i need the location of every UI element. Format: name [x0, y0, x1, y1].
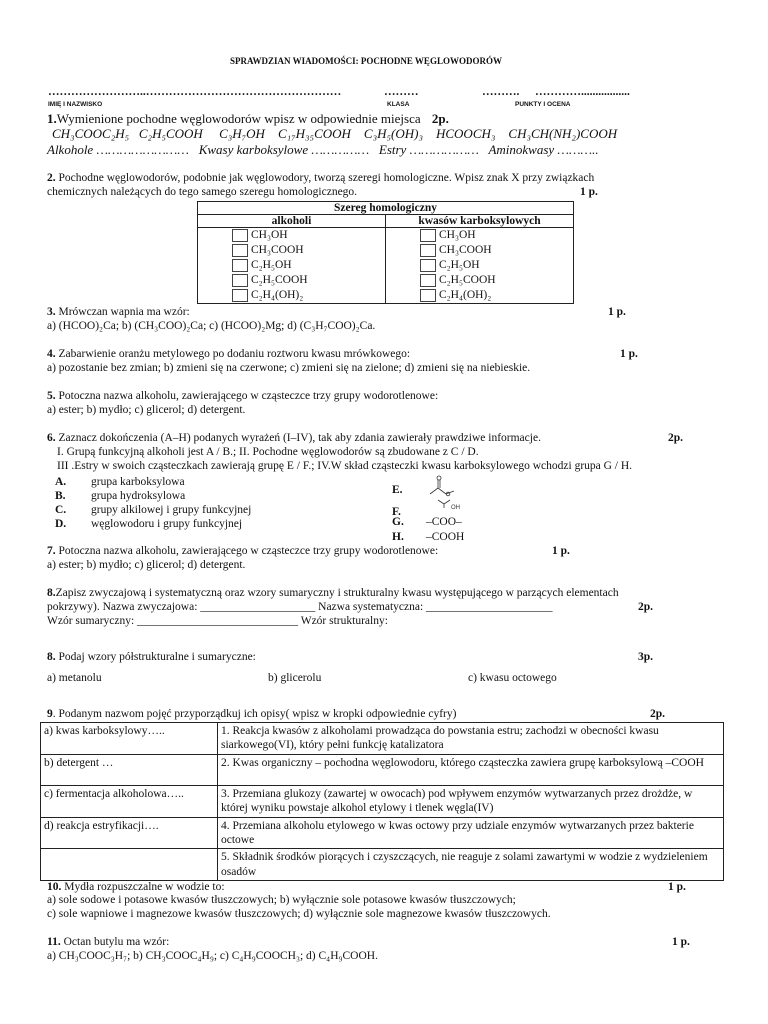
q7-number: 7. [47, 545, 56, 557]
q5-answers[interactable]: a) ester; b) mydło; c) glicerol; d) detergent. [47, 404, 246, 416]
q8b-points: 3p. [638, 651, 654, 663]
q5-prompt [47, 390, 438, 403]
table-row: C₂H₅OH [420, 258, 573, 273]
q4-answers[interactable]: a) pozostanie bez zmian; b) zmieni się na czerwone; c) zmieni się na zielone; d) zmieni się na niebieskie. [47, 362, 531, 374]
ester-group-structure-icon [420, 474, 470, 510]
class-field[interactable]: ……… [384, 86, 419, 98]
q9-number: 9 [47, 708, 53, 720]
q4-text: Zabarwienie oranżu metylowego po dodaniu roztworu kwasu mrówkowego: [55, 348, 411, 360]
q2-text: Pochodne węglowodorów, podobnie jak węglowodory, tworzą szeregi homologiczne. Wpisz znak X przy związkach [55, 172, 595, 184]
q9-prompt [47, 708, 456, 721]
checkbox[interactable] [420, 274, 436, 287]
q7-text: Potoczna nazwa alkoholu, zawierającego w cząsteczce trzy grupy wodorotlenowe: [55, 545, 439, 557]
checkbox[interactable] [420, 229, 436, 242]
q1-formula: CH₃CH(NH₂)COOH [508, 126, 618, 141]
table-row: d) reakcja estryfikacji…. 4. Przemiana alkoholu etylowego w kwas octowy przy udziale enzymów wytwarzanych przez bakterie octowe [41, 817, 724, 849]
q1-formula: C₃H₅(OH)₃ [363, 126, 423, 141]
option-e-label[interactable]: E. [392, 484, 403, 496]
q6-prompt [47, 432, 541, 445]
alcohols-cell [198, 228, 386, 304]
points-field[interactable]: …………................. [535, 86, 630, 98]
matching-table [40, 722, 724, 881]
q11-answers[interactable]: a) CH₃COOC₃H₇; b) CH₃COOC₄H₉; c) C₄H₉COOCH₃; d) C₄H₉COOH. [47, 950, 378, 962]
q6-number: 6. [47, 432, 56, 444]
q8b-b: b) glicerolu [268, 672, 322, 684]
q1-formula: C₃H₇OH [219, 126, 265, 141]
q2-prompt-line1 [47, 172, 594, 185]
q8a-formula-line[interactable]: Wzór sumaryczny: ____________________________ Wzór strukturalny: [47, 615, 388, 627]
checkbox[interactable] [232, 229, 248, 242]
label-name: IMIĘ I NAZWISKO [48, 101, 103, 108]
q6-line2: III .Estry w swoich cząsteczkach zawierają grupę E / F.; IV.W skład cząsteczki kwasu karboksylowego wchodzi grupa G / H. [57, 460, 633, 472]
q7-points: 1 p. [552, 545, 570, 557]
q8b-a: a) metanolu [47, 672, 102, 684]
q2-number: 2. [47, 172, 56, 184]
name-field[interactable]: ……………………..…………………………………………… [48, 86, 342, 98]
checkbox[interactable] [232, 259, 248, 272]
col-alcohols: alkoholi [198, 215, 386, 228]
checkbox[interactable] [232, 274, 248, 287]
table-row: C₂H₅COOH [420, 273, 573, 288]
option-a: A. grupa karboksylowa [55, 476, 185, 488]
table-row: CH₃COOH [420, 243, 573, 258]
q1-formula: CH₃COOC₂H₅ [52, 126, 130, 141]
homologous-series-table [197, 201, 574, 304]
q10-number: 10. [47, 881, 62, 893]
option-h: H. –COOH [392, 531, 465, 543]
checkbox[interactable] [420, 259, 436, 272]
q1-category[interactable]: Estry ……………… [378, 142, 479, 157]
q11-text: Octan butylu ma wzór: [60, 936, 170, 948]
checkbox[interactable] [232, 289, 248, 302]
q8a-points: 2p. [638, 601, 654, 613]
q3-text: Mrówczan wapnia ma wzór: [55, 306, 190, 318]
table-row: C₂H₄(OH)₂ [232, 288, 385, 303]
q8b-prompt [47, 651, 256, 664]
col-acids: kwasów karboksylowych [386, 215, 574, 228]
q5-number: 5. [47, 390, 56, 402]
q11-number: 11. [47, 936, 61, 948]
option-d: D. węglowodoru i grupy funkcyjnej [55, 518, 243, 530]
oh-label: OH [451, 505, 460, 510]
q10-answers-line2[interactable]: c) sole wapniowe i magnezowe kwasów tłuszczowych; d) wyłącznie sole magnezowe kwasów tłuszczowych. [47, 908, 551, 920]
table-row: CH₃COOH [232, 243, 385, 258]
q6-text: Zaznacz dokończenia (A–H) podanych wyrażeń (I–IV), tak aby zdania zawierały prawdziwe informacje. [55, 432, 541, 444]
checkbox[interactable] [232, 244, 248, 257]
q3-prompt [47, 306, 190, 319]
label-class: KLASA [387, 101, 410, 108]
q4-points: 1 p. [620, 348, 638, 360]
q8b-c: c) kwasu octowego [468, 672, 557, 684]
table-title: Szereg homologiczny [198, 202, 574, 215]
option-f-label[interactable]: F. [392, 506, 401, 518]
table-row: C₂H₄(OH)₂ [420, 288, 573, 303]
q1-text: Wymienione pochodne węglowodorów wpisz w odpowiednie miejsca [56, 111, 421, 126]
option-b: B. grupa hydroksylowa [55, 490, 186, 502]
table-row: CH₃OH [232, 228, 385, 243]
q2-prompt-line2: chemicznych należących do tego samego szeregu homologicznego. [47, 186, 358, 198]
q1-category[interactable]: Alkohole …………………… [47, 142, 189, 157]
checkbox[interactable] [420, 244, 436, 257]
q4-number: 4. [47, 348, 56, 360]
q1-category[interactable]: Kwasy karboksylowe …………… [198, 142, 370, 157]
q3-answers[interactable]: a) (HCOO)₂Ca; b) (CH₃COO)₂Ca; c) (HCOO)₂Mg; d) (C₃H₇COO)₂Ca. [47, 320, 376, 332]
q4-prompt [47, 348, 410, 361]
table-row: CH₃OH [420, 228, 573, 243]
q9-text: . Podanym nazwom pojęć przyporządkuj ich opisy( wpisz w kropki odpowiednie cyfry) [52, 708, 457, 720]
q10-points: 1 p. [668, 881, 686, 893]
q1-category[interactable]: Aminokwasy ……….. [488, 142, 599, 157]
q10-text: Mydła rozpuszczalne w wodzie to: [61, 881, 225, 893]
option-g: G. –COO– [392, 516, 462, 528]
q11-prompt [47, 936, 169, 949]
q8b-number: 8. [47, 651, 56, 663]
q2-points: 1 p. [580, 186, 598, 198]
q3-number: 3. [47, 306, 56, 318]
q1-number: 1. [47, 111, 57, 126]
checkbox[interactable] [420, 289, 436, 302]
acids-cell [386, 228, 574, 304]
extra-field[interactable]: ………. [482, 86, 520, 98]
q11-points: 1 p. [672, 936, 690, 948]
q7-answers[interactable]: a) ester; b) mydło; c) glicerol; d) detergent. [47, 559, 246, 571]
q8b-text: Podaj wzory półstrukturalne i sumaryczne: [55, 651, 256, 663]
q8a-names-line[interactable]: pokrzywy). Nazwa zwyczajowa: ____________________ Nazwa systematyczna: ______________________ [47, 601, 553, 613]
table-row: C₂H₅OH [232, 258, 385, 273]
q3-points: 1 p. [608, 306, 626, 318]
q10-prompt [47, 881, 225, 894]
table-row: a) kwas karboksylowy….. 1. Reakcja kwasów z alkoholami prowadząca do powstania estru; zachodzi w obecności kwasu siarkowego(VI), który pełni funkcję katalizatora [41, 723, 724, 755]
q1-formulas [52, 127, 617, 142]
table-row: C₂H₅COOH [232, 273, 385, 288]
table-row: c) fermentacja alkoholowa….. 3. Przemiana glukozy (zawartej w owocach) pod wpływem enzymów wytwarzanych przez drożdże, w której wyniku powstaje alkohol etylowy i tlenek węgla(IV) [41, 785, 724, 817]
q6-points: 2p. [668, 432, 684, 444]
q6-line1: I. Grupą funkcyjną alkoholi jest A / B.; II. Pochodne węglowodorów są zbudowane z C / D. [57, 446, 479, 458]
q1-formula: C₂H₅COOH [138, 126, 203, 141]
q10-answers-line1[interactable]: a) sole sodowe i potasowe kwasów tłuszczowych; b) wyłącznie sole potasowe kwasów tłuszczowych; [47, 894, 516, 906]
q1-categories [47, 143, 599, 158]
q7-prompt [47, 545, 438, 558]
table-row: 5. Składnik środków piorących i czyszczących, nie reaguje z solami zawartymi w wodzie z wydzieleniem osadów [41, 849, 724, 881]
q1-points: 2p. [431, 111, 449, 126]
q1-prompt [47, 112, 449, 127]
q8a-prompt-line1 [47, 587, 619, 600]
q1-formula: C₁₇H₃₅COOH [277, 126, 351, 141]
page-title: SPRAWDZIAN WIADOMOŚCI: POCHODNE WĘGLOWODORÓW [230, 56, 502, 66]
q5-text: Potoczna nazwa alkoholu, zawierającego w cząsteczce trzy grupy wodorotlenowe: [55, 390, 439, 402]
q8a-text: Zapisz zwyczajową i systematyczną oraz wzory sumaryczny i strukturalny kwasu występującego w parzących elementach [55, 587, 619, 599]
label-points: PUNKTY I OCENA [515, 101, 571, 108]
option-c: C. grupy alkilowej i grupy funkcyjnej [55, 504, 252, 516]
q8a-number: 8. [47, 587, 56, 599]
q9-points: 2p. [650, 708, 666, 720]
q6-options-left [55, 475, 251, 531]
table-row: b) detergent … 2. Kwas organiczny – pochodna węglowodoru, którego cząsteczka zawiera grupę karboksylową –COOH [41, 754, 724, 785]
q1-formula: HCOOCH₃ [435, 126, 496, 141]
